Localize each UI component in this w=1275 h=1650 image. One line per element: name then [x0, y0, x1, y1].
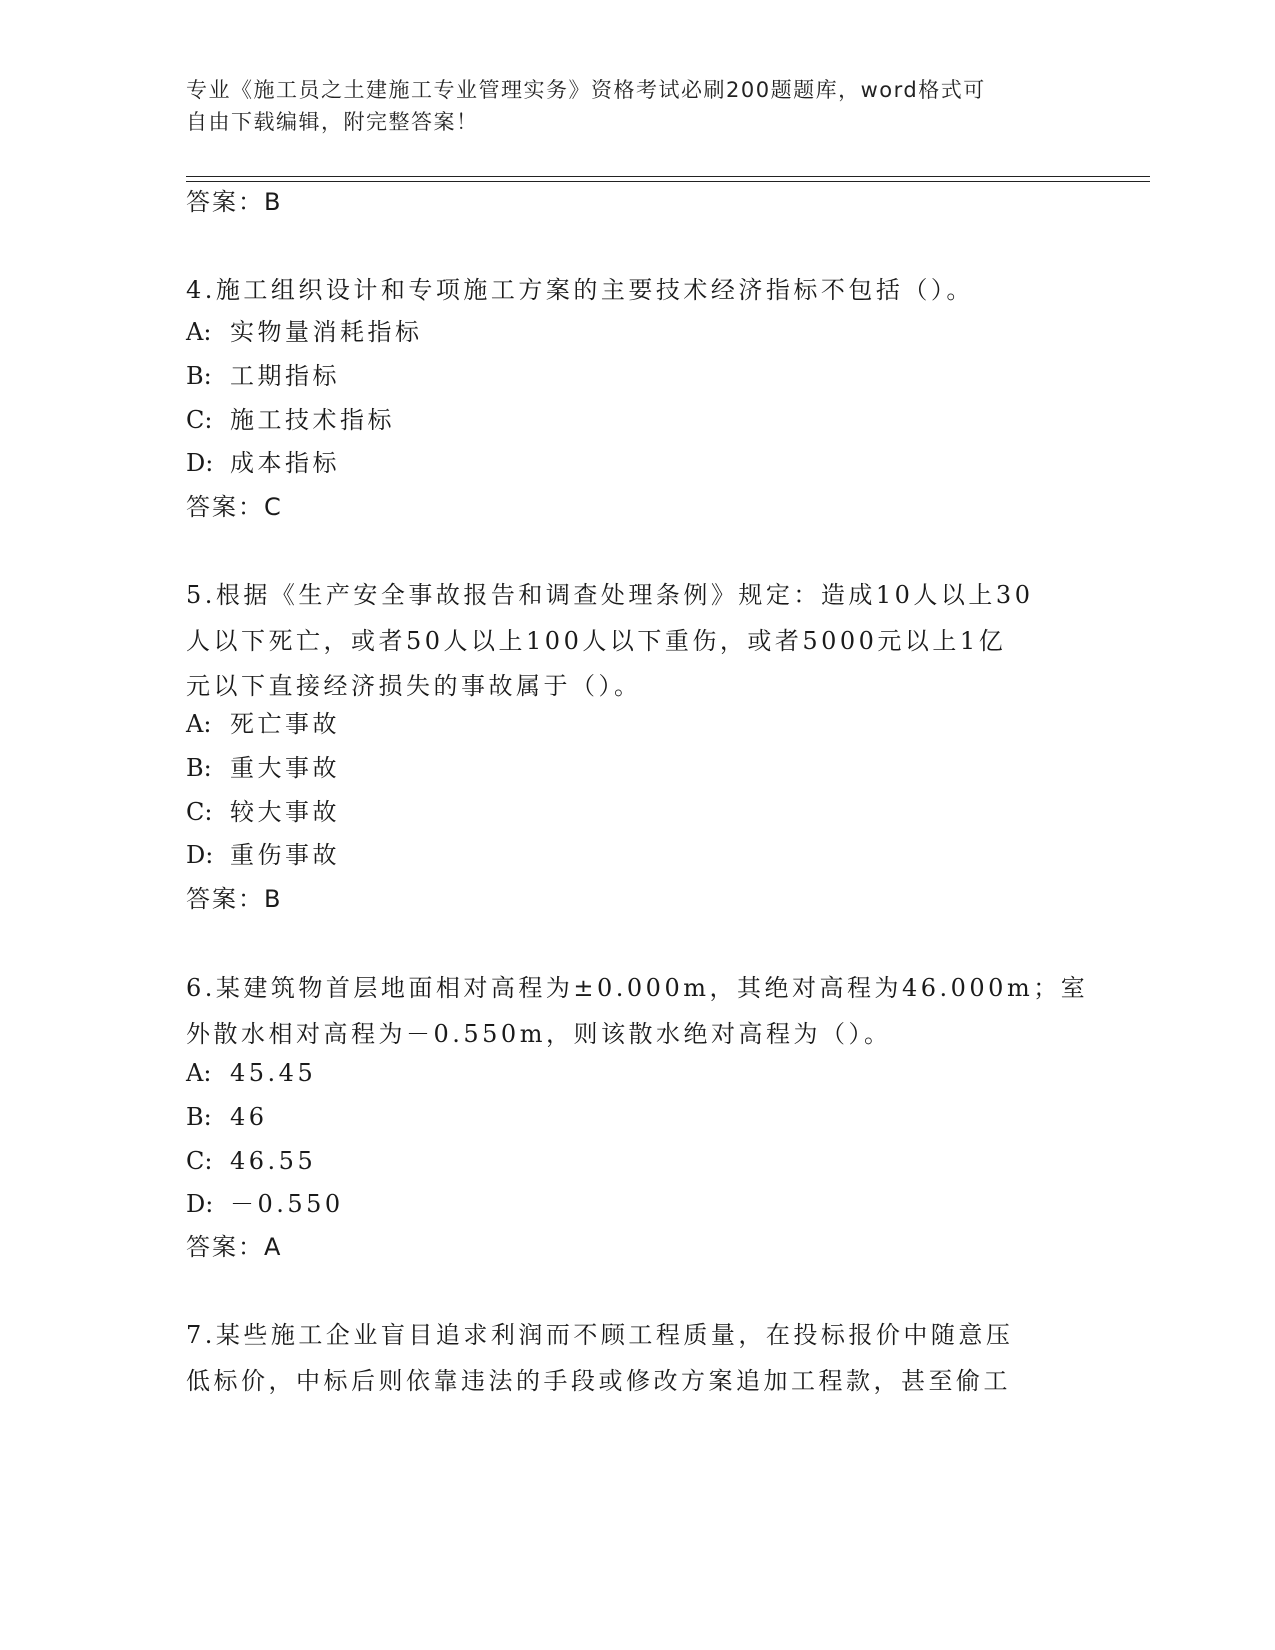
question-6-option-a [186, 1058, 316, 1088]
question-stem-line: 低标价，中标后则依靠违法的手段或修改方案追加工程款，甚至偷工 [186, 1366, 1011, 1395]
option-text: 较大事故 [230, 798, 340, 826]
option-text: 46.55 [230, 1147, 317, 1175]
question-stem-line: 5.根据《生产安全事故报告和调查处理条例》规定：造成10人以上30 [186, 581, 1034, 609]
option-letter: B: [186, 362, 212, 390]
header-title-line-1: 专业《施工员之土建施工专业管理实务》资格考试必刷200题题库，word格式可 [186, 78, 986, 102]
option-letter: A: [186, 1059, 212, 1087]
answer-label: 答案： [186, 885, 264, 913]
question-stem-line: 人以下死亡，或者50人以上100人以下重伤，或者5000元以上1亿 [186, 626, 1007, 655]
question-4-option-d [186, 448, 340, 478]
answer-q4 [186, 492, 281, 522]
option-letter: B: [186, 1103, 212, 1131]
question-stem-line: 外散水相对高程为－0.550m，则该散水绝对高程为（）。 [186, 1019, 892, 1048]
option-letter: A: [186, 318, 212, 346]
question-stem-line: 元以下直接经济损失的事故属于（）。 [186, 672, 642, 700]
option-text: 46 [230, 1103, 268, 1131]
header-title-line-2: 自由下载编辑，附完整答案！ [186, 110, 479, 134]
answer-label: 答案： [186, 188, 264, 216]
question-4-option-c [186, 405, 395, 435]
answer-value: B [264, 188, 281, 216]
question-5-option-b [186, 753, 340, 783]
question-6-option-c [186, 1146, 316, 1176]
option-letter: D: [186, 449, 214, 477]
answer-value: C [264, 493, 281, 521]
answer-label: 答案： [186, 1233, 264, 1261]
option-text: 实物量消耗指标 [230, 318, 423, 346]
option-letter: C: [186, 406, 213, 434]
answer-q5 [186, 884, 280, 914]
question-6-stem [186, 966, 1089, 1057]
option-letter: C: [186, 798, 213, 826]
document-header [186, 74, 1066, 138]
option-text: 工期指标 [230, 362, 340, 390]
question-stem-line: 6.某建筑物首层地面相对高程为±0.000m，其绝对高程为46.000m；室 [186, 974, 1089, 1002]
option-letter: D: [186, 1190, 214, 1218]
option-text: 重伤事故 [230, 841, 340, 869]
option-letter: B: [186, 754, 212, 782]
answer-q3 [186, 187, 280, 217]
question-6-option-b [186, 1102, 268, 1132]
question-5-option-d [186, 840, 340, 870]
option-text: 重大事故 [230, 754, 340, 782]
question-4-stem [186, 268, 1086, 314]
question-5-option-c [186, 797, 340, 827]
question-6-option-d [186, 1189, 344, 1219]
header-rule-bottom [186, 181, 1150, 182]
answer-q6 [186, 1232, 280, 1262]
option-text: 成本指标 [230, 449, 340, 477]
question-4-option-a [186, 317, 423, 347]
option-text: －0.550 [230, 1190, 344, 1218]
option-letter: A: [186, 710, 212, 738]
question-5-option-a [186, 709, 340, 739]
answer-value: A [264, 1233, 281, 1261]
option-text: 45.45 [230, 1059, 317, 1087]
option-letter: C: [186, 1147, 213, 1175]
header-rule-top [186, 176, 1150, 177]
option-text: 施工技术指标 [230, 406, 395, 434]
option-text: 死亡事故 [230, 710, 340, 738]
question-stem-line: 7.某些施工企业盲目追求利润而不顾工程质量，在投标报价中随意压 [186, 1321, 1014, 1349]
question-4-option-b [186, 361, 340, 391]
question-stem-line: 4.施工组织设计和专项施工方案的主要技术经济指标不包括（）。 [186, 276, 974, 304]
answer-value: B [264, 885, 281, 913]
option-letter: D: [186, 841, 214, 869]
question-7-stem [186, 1313, 1086, 1404]
question-5-stem [186, 573, 1086, 710]
answer-label: 答案： [186, 493, 264, 521]
